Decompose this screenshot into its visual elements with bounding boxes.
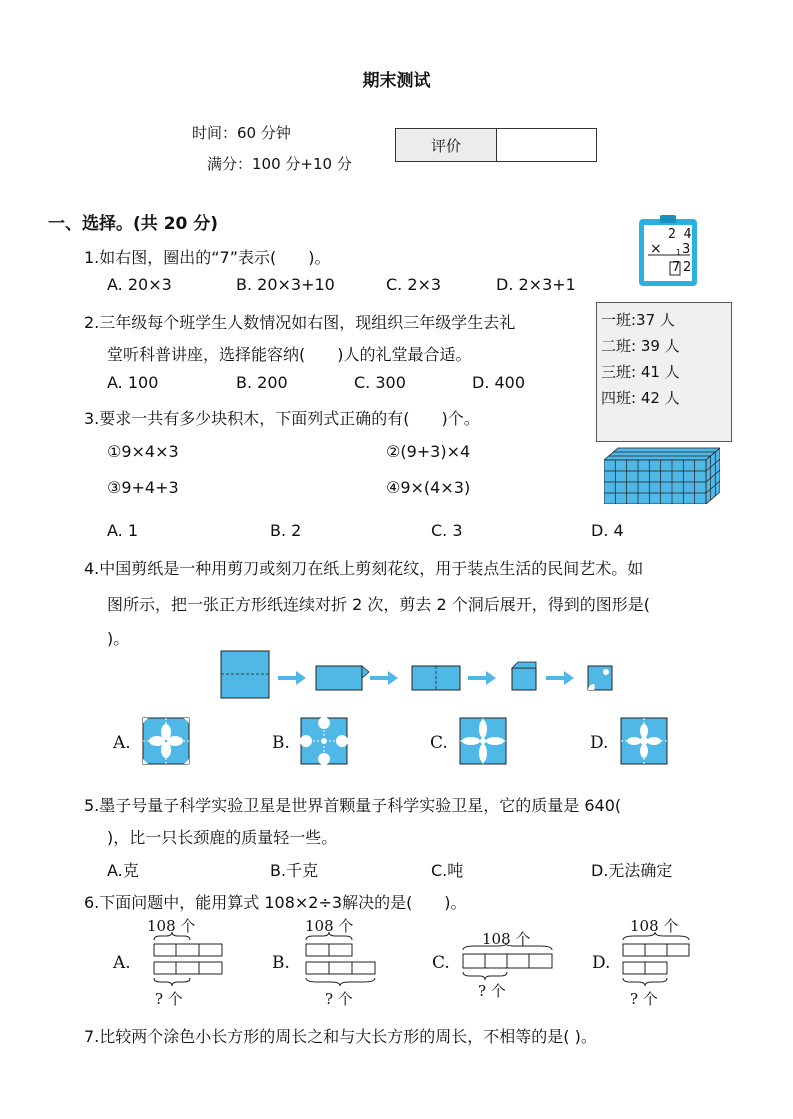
evaluation-label: 评价 bbox=[396, 129, 497, 161]
question-7: 7.比较两个涂色小长方形的周长之和与大长方形的周长，不相等的是( )。 bbox=[84, 1027, 597, 1046]
paper-folding-sequence bbox=[220, 650, 620, 704]
q6-diagram-c bbox=[460, 944, 556, 988]
q2-option-a: A. 100 bbox=[107, 373, 159, 392]
q4-choice-b-label: B. bbox=[272, 733, 290, 753]
q1-option-d: D. 2×3+1 bbox=[496, 275, 576, 294]
question-5-line2: )，比一只长颈鹿的质量轻一些。 bbox=[107, 828, 338, 847]
q4-choice-c-label: C. bbox=[430, 733, 448, 753]
q3-option-c: C. 3 bbox=[431, 521, 463, 540]
q5-option-c: C.吨 bbox=[431, 861, 464, 880]
q6c-bottom-label: ? 个 bbox=[478, 982, 506, 1000]
page-title: 期末测试 bbox=[362, 71, 431, 91]
question-5-line1: 5.墨子号量子科学实验卫星是世界首颗量子科学实验卫星，它的质量是 640( bbox=[84, 796, 622, 815]
class-3-count: 三班: 41 人 bbox=[601, 363, 680, 381]
q6a-bottom-label: ? 个 bbox=[155, 990, 183, 1008]
clip-carry: 1 bbox=[676, 248, 682, 257]
q1-option-c: C. 2×3 bbox=[386, 275, 442, 294]
question-4-line2: 图所示，把一张正方形纸连续对折 2 次，剪去 2 个洞后展开，得到的图形是( bbox=[107, 595, 650, 614]
q4-pattern-c bbox=[459, 717, 507, 769]
q6-choice-d-label: D. bbox=[592, 953, 611, 973]
q3-option-b: B. 2 bbox=[270, 521, 302, 540]
question-3: 3.要求一共有多少块积木，下面列式正确的有( )个。 bbox=[84, 409, 480, 428]
q6-diagram-b bbox=[303, 932, 379, 992]
q2-option-d: D. 400 bbox=[472, 373, 526, 392]
question-2-line1: 2.三年级每个班学生人数情况如右图，现组织三年级学生去礼 bbox=[84, 313, 516, 332]
evaluation-table bbox=[395, 128, 597, 162]
class-4-count: 四班: 42 人 bbox=[601, 389, 680, 407]
q3-expression-3: ③9+4+3 bbox=[107, 478, 179, 497]
q6a-top-label: 108 个 bbox=[147, 917, 196, 935]
q4-choice-a-label: A. bbox=[113, 733, 131, 753]
q6b-bottom-label: ? 个 bbox=[325, 990, 353, 1008]
q4-choice-d-label: D. bbox=[590, 733, 609, 753]
clip-mid-number: 3 bbox=[682, 242, 691, 257]
clip-result-two: 2 bbox=[683, 260, 692, 275]
q6-choice-c-label: C. bbox=[432, 953, 450, 973]
class-2-count: 二班: 39 人 bbox=[601, 337, 680, 355]
q1-option-b: B. 20×3+10 bbox=[236, 275, 335, 294]
question-6: 6.下面问题中，能用算式 108×2÷3解决的是( )。 bbox=[84, 893, 467, 912]
q3-option-d: D. 4 bbox=[591, 521, 624, 540]
q3-option-a: A. 1 bbox=[107, 521, 139, 540]
q6c-top-label: 108 个 bbox=[482, 930, 531, 948]
q4-pattern-b bbox=[300, 717, 348, 769]
class-1-count: 一班:37 人 bbox=[601, 311, 675, 329]
question-4-line1: 4.中国剪纸是一种用剪刀或刻刀在纸上剪刻花纹，用于装点生活的民间艺术。如 bbox=[84, 559, 644, 578]
q5-option-b: B.千克 bbox=[270, 861, 319, 880]
multiplication-clipboard-figure bbox=[638, 215, 698, 287]
q6-choice-b-label: B. bbox=[272, 953, 290, 973]
q5-option-d: D.无法确定 bbox=[591, 861, 673, 880]
q6d-top-label: 108 个 bbox=[630, 917, 679, 935]
q3-expression-1: ①9×4×3 bbox=[107, 442, 179, 461]
q1-option-a: A. 20×3 bbox=[107, 275, 172, 294]
q6-diagram-a bbox=[150, 932, 226, 992]
q6b-top-label: 108 个 bbox=[305, 917, 354, 935]
evaluation-blank bbox=[497, 129, 596, 161]
clip-top-number: 2 4 bbox=[668, 227, 692, 242]
question-4-line3: )。 bbox=[107, 629, 130, 648]
building-blocks-figure bbox=[604, 446, 720, 508]
exam-time: 时间：60 分钟 bbox=[192, 124, 291, 142]
q2-option-b: B. 200 bbox=[236, 373, 288, 392]
class-count-box bbox=[596, 302, 732, 442]
section-heading: 一、选择。(共 20 分) bbox=[48, 214, 219, 234]
q3-expression-2: ②(9+3)×4 bbox=[386, 442, 471, 461]
q3-expression-4: ④9×(4×3) bbox=[386, 478, 471, 497]
question-2-line2: 堂听科普讲座，选择能容纳( )人的礼堂最合适。 bbox=[107, 345, 472, 364]
q4-pattern-a bbox=[142, 717, 190, 769]
clip-circled-seven: 7 bbox=[672, 260, 681, 275]
clip-times-sign: × bbox=[650, 241, 662, 257]
q6-choice-a-label: A. bbox=[113, 953, 131, 973]
q6d-bottom-label: ? 个 bbox=[630, 990, 658, 1008]
exam-score: 满分：100 分+10 分 bbox=[207, 155, 352, 173]
question-1: 1.如右图，圈出的“7”表示( )。 bbox=[84, 248, 331, 267]
q5-option-a: A.克 bbox=[107, 861, 139, 880]
q6-diagram-d bbox=[620, 932, 696, 992]
q4-pattern-d bbox=[620, 717, 668, 769]
q2-option-c: C. 300 bbox=[354, 373, 406, 392]
